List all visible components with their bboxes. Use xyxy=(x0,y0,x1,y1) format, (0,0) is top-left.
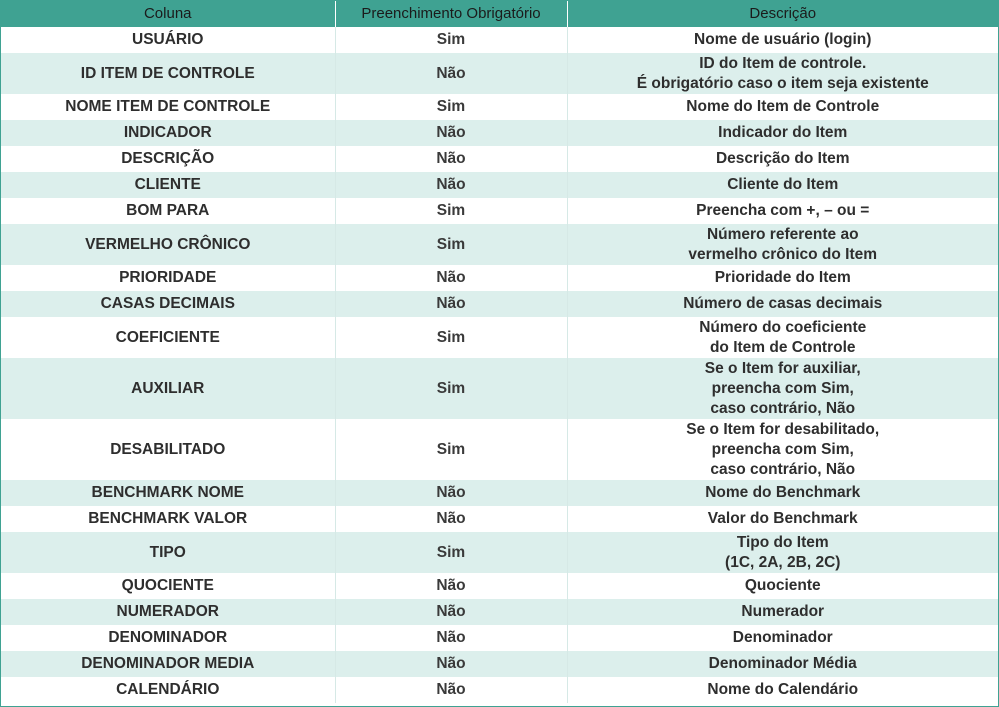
cell-preenchimento-obrigatorio: Sim xyxy=(335,198,567,224)
table-header xyxy=(1,1,998,27)
cell-coluna: DESCRIÇÃO xyxy=(1,146,335,172)
header-row xyxy=(1,1,998,27)
table-row xyxy=(1,651,998,677)
cell-preenchimento-obrigatorio: Não xyxy=(335,480,567,506)
cell-preenchimento-obrigatorio: Sim xyxy=(335,94,567,120)
cell-coluna: CLIENTE xyxy=(1,172,335,198)
cell-descricao: Número do coeficiente do Item de Controle xyxy=(567,317,998,358)
cell-coluna: NOME ITEM DE CONTROLE xyxy=(1,94,335,120)
cell-preenchimento-obrigatorio: Não xyxy=(335,172,567,198)
table-row xyxy=(1,532,998,573)
cell-preenchimento-obrigatorio: Não xyxy=(335,651,567,677)
table-row xyxy=(1,358,998,419)
cell-coluna: DENOMINADOR xyxy=(1,625,335,651)
cell-preenchimento-obrigatorio: Sim xyxy=(335,224,567,265)
cell-coluna: CASAS DECIMAIS xyxy=(1,291,335,317)
cell-coluna: INDICADOR xyxy=(1,120,335,146)
cell-coluna: NUMERADOR xyxy=(1,599,335,625)
cell-coluna: PRIORIDADE xyxy=(1,265,335,291)
cell-coluna: USUÁRIO xyxy=(1,27,335,53)
cell-coluna: CALENDÁRIO xyxy=(1,677,335,703)
cell-descricao: Prioridade do Item xyxy=(567,265,998,291)
table-row xyxy=(1,291,998,317)
cell-descricao: Numerador xyxy=(567,599,998,625)
table-row xyxy=(1,506,998,532)
cell-coluna: AUXILIAR xyxy=(1,358,335,419)
cell-preenchimento-obrigatorio: Sim xyxy=(335,532,567,573)
cell-preenchimento-obrigatorio: Não xyxy=(335,120,567,146)
cell-coluna: COEFICIENTE xyxy=(1,317,335,358)
cell-preenchimento-obrigatorio: Não xyxy=(335,53,567,94)
table-row xyxy=(1,146,998,172)
cell-preenchimento-obrigatorio: Sim xyxy=(335,27,567,53)
header-descricao: Descrição xyxy=(567,1,998,27)
cell-preenchimento-obrigatorio: Não xyxy=(335,291,567,317)
cell-coluna: DENOMINADOR MEDIA xyxy=(1,651,335,677)
cell-descricao: Nome do Item de Controle xyxy=(567,94,998,120)
cell-descricao: Se o Item for desabilitado, preencha com Sim, caso contrário, Não xyxy=(567,419,998,480)
table-row xyxy=(1,172,998,198)
cell-preenchimento-obrigatorio: Não xyxy=(335,599,567,625)
cell-coluna: VERMELHO CRÔNICO xyxy=(1,224,335,265)
cell-descricao: Nome do Benchmark xyxy=(567,480,998,506)
cell-preenchimento-obrigatorio: Não xyxy=(335,677,567,703)
table-row xyxy=(1,419,998,480)
header-preenchimento-obrigatorio: Preenchimento Obrigatório xyxy=(335,1,567,27)
fields-table xyxy=(1,1,998,703)
cell-preenchimento-obrigatorio: Não xyxy=(335,265,567,291)
cell-preenchimento-obrigatorio: Sim xyxy=(335,419,567,480)
cell-descricao: Denominador Média xyxy=(567,651,998,677)
cell-descricao: Cliente do Item xyxy=(567,172,998,198)
cell-coluna: DESABILITADO xyxy=(1,419,335,480)
table-row xyxy=(1,224,998,265)
cell-coluna: BENCHMARK VALOR xyxy=(1,506,335,532)
table-row xyxy=(1,53,998,94)
cell-descricao: Nome de usuário (login) xyxy=(567,27,998,53)
cell-descricao: Se o Item for auxiliar, preencha com Sim, caso contrário, Não xyxy=(567,358,998,419)
table-row xyxy=(1,573,998,599)
table-row xyxy=(1,480,998,506)
cell-coluna: TIPO xyxy=(1,532,335,573)
table-body xyxy=(1,27,998,703)
cell-coluna: BENCHMARK NOME xyxy=(1,480,335,506)
table-row xyxy=(1,198,998,224)
cell-descricao: Nome do Calendário xyxy=(567,677,998,703)
cell-descricao: Denominador xyxy=(567,625,998,651)
cell-preenchimento-obrigatorio: Sim xyxy=(335,317,567,358)
table-row xyxy=(1,27,998,53)
table-row xyxy=(1,625,998,651)
cell-coluna: QUOCIENTE xyxy=(1,573,335,599)
table-row xyxy=(1,94,998,120)
header-coluna: Coluna xyxy=(1,1,335,27)
cell-preenchimento-obrigatorio: Sim xyxy=(335,358,567,419)
table-row xyxy=(1,317,998,358)
cell-coluna: ID ITEM DE CONTROLE xyxy=(1,53,335,94)
cell-descricao: Quociente xyxy=(567,573,998,599)
cell-descricao: Indicador do Item xyxy=(567,120,998,146)
cell-preenchimento-obrigatorio: Não xyxy=(335,625,567,651)
cell-preenchimento-obrigatorio: Não xyxy=(335,573,567,599)
cell-descricao: ID do Item de controle. É obrigatório caso o item seja existente xyxy=(567,53,998,94)
table-row xyxy=(1,120,998,146)
cell-descricao: Valor do Benchmark xyxy=(567,506,998,532)
cell-descricao: Preencha com +, – ou = xyxy=(567,198,998,224)
cell-descricao: Número referente ao vermelho crônico do Item xyxy=(567,224,998,265)
table-row xyxy=(1,265,998,291)
cell-descricao: Tipo do Item (1C, 2A, 2B, 2C) xyxy=(567,532,998,573)
table-row xyxy=(1,677,998,703)
table-row xyxy=(1,599,998,625)
cell-coluna: BOM PARA xyxy=(1,198,335,224)
cell-preenchimento-obrigatorio: Não xyxy=(335,506,567,532)
cell-descricao: Descrição do Item xyxy=(567,146,998,172)
cell-descricao: Número de casas decimais xyxy=(567,291,998,317)
cell-preenchimento-obrigatorio: Não xyxy=(335,146,567,172)
